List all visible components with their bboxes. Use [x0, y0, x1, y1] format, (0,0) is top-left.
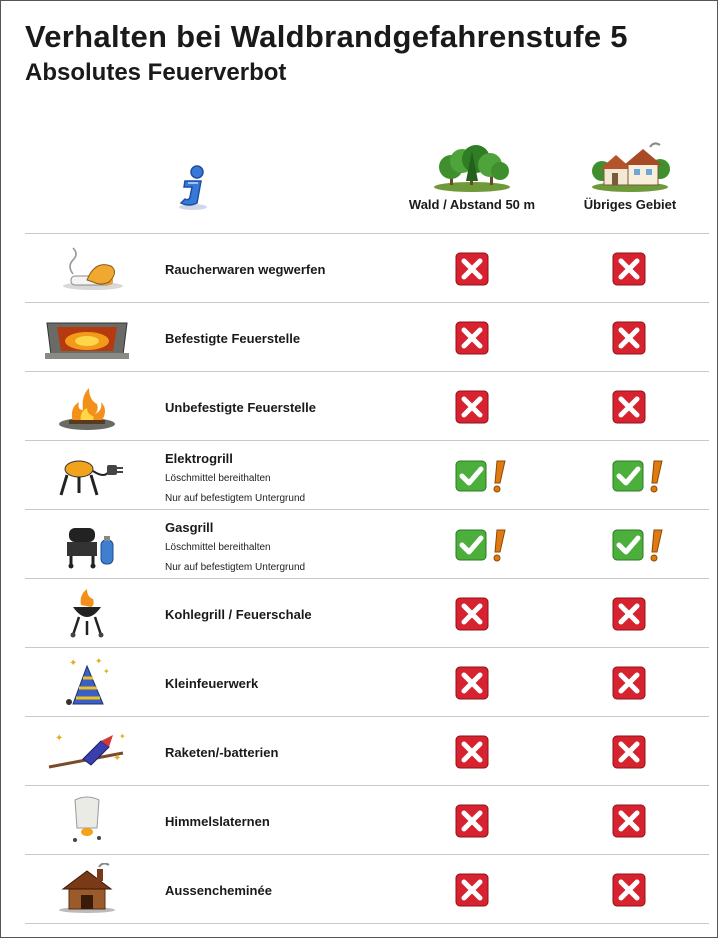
svg-text:✦: ✦	[69, 658, 78, 669]
status-forbidden	[612, 597, 672, 631]
page-subtitle: Absolutes Feuerverbot	[25, 59, 287, 86]
forbidden-icon	[455, 597, 489, 631]
forest-icon	[432, 141, 512, 193]
forbidden-icon	[612, 804, 646, 838]
svg-text:✦: ✦	[119, 732, 126, 741]
status-forbidden	[612, 666, 672, 700]
table-row	[25, 302, 709, 371]
row-note: Löschmittel bereithalten	[165, 542, 271, 553]
forbidden-icon	[612, 390, 646, 424]
status-forbidden	[455, 873, 515, 907]
status-forbidden	[612, 252, 672, 286]
row-label: Elektrogrill	[165, 451, 233, 466]
status-forbidden	[612, 804, 672, 838]
table-row	[25, 440, 709, 509]
status-forbidden	[455, 252, 515, 286]
village-icon	[590, 141, 670, 193]
small-fireworks-icon	[43, 656, 131, 708]
forbidden-icon	[455, 390, 489, 424]
row-label: Raucherwaren wegwerfen	[165, 262, 326, 277]
forbidden-icon	[612, 252, 646, 286]
column-label-forest: Wald / Abstand 50 m	[408, 197, 536, 212]
table-row	[25, 785, 709, 854]
charcoal-grill-icon	[43, 587, 131, 639]
allowed-warning-icon	[455, 459, 515, 493]
row-note: Nur auf befestigtem Untergrund	[165, 493, 306, 504]
column-header-other	[550, 141, 710, 212]
row-label: Unbefestigte Feuerstelle	[165, 400, 316, 415]
rules-table	[25, 233, 709, 924]
campfire-icon	[43, 380, 131, 432]
table-row	[25, 716, 709, 785]
info-icon	[171, 163, 215, 211]
status-forbidden	[455, 597, 515, 631]
forbidden-icon	[455, 804, 489, 838]
gas-grill-icon	[43, 518, 131, 570]
rocket-icon	[43, 725, 131, 777]
table-row	[25, 509, 709, 578]
allowed-warning-icon	[612, 528, 672, 562]
forbidden-icon	[455, 252, 489, 286]
forbidden-icon	[455, 666, 489, 700]
row-label: Gasgrill	[165, 520, 214, 535]
row-label: Kleinfeuerwerk	[165, 676, 259, 691]
row-note: Nur auf befestigtem Untergrund	[165, 562, 306, 573]
column-header-forest	[392, 141, 552, 212]
status-allowed-with-caution	[455, 528, 515, 562]
allowed-warning-icon	[455, 528, 515, 562]
status-forbidden	[455, 321, 515, 355]
table-row	[25, 233, 709, 302]
row-label: Aussencheminée	[165, 883, 272, 898]
forbidden-icon	[612, 735, 646, 769]
forbidden-icon	[612, 873, 646, 907]
fireplace-icon	[43, 311, 131, 363]
forbidden-icon	[612, 321, 646, 355]
outdoor-fireplace-icon	[43, 863, 131, 915]
status-allowed-with-caution	[612, 459, 672, 493]
page-title: Verhalten bei Waldbrandgefahrenstufe 5	[25, 19, 628, 54]
status-forbidden	[612, 735, 672, 769]
table-row	[25, 647, 709, 716]
status-allowed-with-caution	[455, 459, 515, 493]
table-row	[25, 371, 709, 440]
status-forbidden	[612, 321, 672, 355]
status-forbidden	[455, 804, 515, 838]
electric-grill-icon	[43, 449, 131, 501]
forbidden-icon	[455, 873, 489, 907]
status-allowed-with-caution	[612, 528, 672, 562]
table-row	[25, 578, 709, 647]
row-label: Himmelslaternen	[165, 814, 270, 829]
forbidden-icon	[612, 597, 646, 631]
column-label-other: Übriges Gebiet	[583, 197, 677, 212]
status-forbidden	[612, 390, 672, 424]
status-forbidden	[612, 873, 672, 907]
svg-text:✦: ✦	[55, 733, 64, 744]
row-label: Raketen/-batterien	[165, 745, 279, 760]
svg-text:✦: ✦	[113, 753, 122, 764]
svg-text:✦: ✦	[95, 656, 103, 666]
table-row	[25, 854, 709, 924]
row-label: Kohlegrill / Feuerschale	[165, 607, 312, 622]
forbidden-icon	[455, 321, 489, 355]
forbidden-icon	[612, 666, 646, 700]
cigarette-icon	[43, 242, 131, 294]
svg-text:✦: ✦	[103, 667, 110, 676]
allowed-warning-icon	[612, 459, 672, 493]
status-forbidden	[455, 735, 515, 769]
status-forbidden	[455, 666, 515, 700]
row-note: Löschmittel bereithalten	[165, 473, 271, 484]
forbidden-icon	[455, 735, 489, 769]
status-forbidden	[455, 390, 515, 424]
sky-lantern-icon	[43, 794, 131, 846]
row-label: Befestigte Feuerstelle	[165, 331, 301, 346]
